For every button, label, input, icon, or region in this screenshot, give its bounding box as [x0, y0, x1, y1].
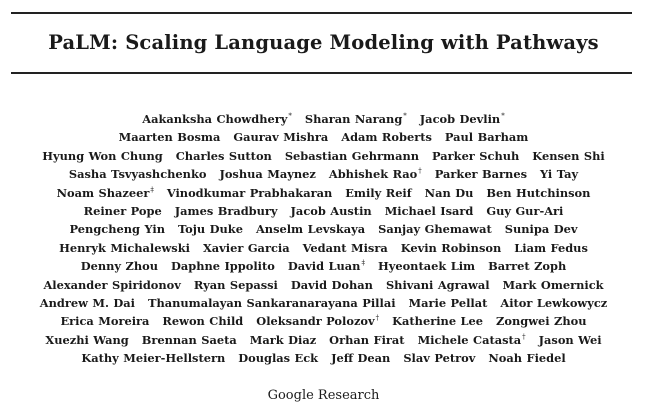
author-name	[488, 257, 566, 275]
author-name	[167, 184, 332, 202]
author-name	[60, 312, 149, 330]
author-name	[203, 239, 290, 257]
author-name	[171, 257, 275, 275]
author-name-text: Yi Tay	[539, 167, 579, 182]
author-name	[250, 331, 316, 349]
author-name-text: Mark Omernick	[502, 277, 604, 292]
author-name-text: Sasha Tsvyashchenko	[68, 167, 207, 182]
author-name-text: Sebastian Gehrmann	[284, 148, 420, 163]
author-name	[540, 165, 578, 183]
author-line	[0, 202, 647, 220]
author-footnote-mark: ‡	[361, 259, 365, 268]
author-name	[59, 239, 190, 257]
author-name	[305, 110, 407, 128]
author-name	[401, 239, 502, 257]
author-name	[81, 349, 225, 367]
author-name-text: Adam Roberts	[341, 130, 432, 145]
author-name-text: Denny Zhou	[80, 259, 158, 274]
author-name-text: Michael Isard	[384, 203, 474, 218]
author-name-text: Katherine Lee	[392, 314, 484, 329]
author-name-text: Jacob Austin	[290, 203, 372, 218]
author-name	[84, 202, 162, 220]
author-name-text: Sanjay Ghemawat	[378, 222, 492, 237]
author-name	[392, 312, 483, 330]
author-name-text: Vedant Misra	[302, 240, 388, 255]
author-name	[385, 202, 474, 220]
author-name	[256, 312, 379, 330]
author-footnote-mark: †	[375, 314, 380, 323]
author-name	[329, 165, 422, 183]
author-name-text: Jeff Dean	[331, 351, 391, 366]
author-name	[378, 257, 475, 275]
author-name-text: Ben Hutchinson	[486, 185, 591, 200]
author-name	[303, 239, 388, 257]
author-name-text: Zongwei Zhou	[496, 314, 587, 329]
author-footnote-mark: †	[522, 332, 526, 341]
author-name-text: Anselm Levskaya	[255, 222, 366, 237]
author-name-text: Aitor Lewkowycz	[500, 295, 608, 310]
author-name-text: Emily Reif	[345, 185, 412, 200]
author-footnote-mark: *	[288, 112, 292, 120]
author-name	[238, 349, 318, 367]
author-name-text: Parker Schuh	[432, 148, 520, 163]
author-name	[420, 110, 505, 128]
author-name-text: Hyeontaek Lim	[377, 259, 476, 274]
author-name-text: Toju Duke	[178, 222, 243, 237]
author-name	[432, 147, 519, 165]
author-name-text: Liam Fedus	[514, 240, 588, 255]
author-name	[81, 257, 158, 275]
author-name-text: Daphne Ippolito	[170, 259, 275, 274]
author-name-text: Slav Petrov	[403, 351, 476, 366]
author-name	[539, 331, 602, 349]
author-name	[233, 128, 328, 146]
author-name-text: Brennan Saeta	[141, 332, 237, 347]
author-footnote-mark: *	[403, 112, 407, 120]
author-name-text: Hyung Won Chung	[42, 148, 163, 163]
author-name-text: Charles Sutton	[175, 148, 272, 163]
author-name-text: Gaurav Mishra	[233, 130, 329, 145]
author-name-text: Aakanksha Chowdhery	[142, 112, 288, 126]
author-line	[0, 349, 647, 367]
author-name	[425, 184, 474, 202]
author-line	[0, 239, 647, 257]
author-list	[0, 110, 647, 367]
author-name	[142, 331, 237, 349]
author-name	[503, 276, 604, 294]
author-name	[486, 184, 590, 202]
author-name	[409, 294, 488, 312]
affiliation: Google Research	[267, 388, 380, 403]
author-name-text: Sharan Narang	[304, 112, 403, 126]
author-name-text: Jacob Devlin	[419, 112, 501, 126]
author-footnote-mark: †	[418, 167, 422, 176]
author-line	[0, 110, 647, 128]
author-name-text: Kensen Shi	[532, 148, 605, 163]
author-name-text: Guy Gur-Ari	[486, 203, 564, 218]
author-name	[178, 220, 243, 238]
author-name	[69, 165, 207, 183]
author-name	[175, 202, 278, 220]
author-name-text: Paul Barham	[444, 130, 529, 145]
author-name	[162, 312, 243, 330]
author-name-text: Orhan Firat	[329, 332, 405, 347]
author-name-text: Erica Moreira	[60, 314, 150, 329]
author-name	[435, 165, 527, 183]
author-line	[0, 312, 647, 330]
author-name-text: Parker Barnes	[434, 167, 527, 182]
author-line	[0, 331, 647, 349]
author-name	[331, 349, 390, 367]
author-name-text: Sunipa Dev	[504, 222, 578, 237]
author-name-text: Barret Zoph	[488, 259, 567, 274]
author-name-text: Noah Fiedel	[488, 351, 566, 366]
author-name-text: Rewon Child	[162, 314, 244, 329]
author-name-text: Xavier Garcia	[202, 240, 290, 255]
author-name	[386, 276, 490, 294]
author-name	[194, 276, 278, 294]
author-name	[70, 220, 165, 238]
author-line	[0, 220, 647, 238]
author-name	[445, 128, 528, 146]
author-name	[45, 331, 128, 349]
author-name-text: Vinodkumar Prabhakaran	[166, 185, 333, 200]
author-line	[0, 184, 647, 202]
author-name	[176, 147, 272, 165]
author-name	[500, 294, 607, 312]
author-name	[378, 220, 492, 238]
author-line	[0, 128, 647, 146]
author-name	[329, 331, 404, 349]
author-name	[42, 147, 162, 165]
author-name	[505, 220, 578, 238]
author-name-text: Douglas Eck	[238, 351, 319, 366]
author-line	[0, 276, 647, 294]
author-name-text: David Dohan	[290, 277, 373, 292]
paper-title: PaLM: Scaling Language Modeling with Pathways	[48, 31, 599, 54]
author-name-text: Oleksandr Polozov	[256, 314, 375, 329]
author-name-text: Jason Wei	[538, 332, 602, 347]
author-name-text: Kevin Robinson	[400, 240, 502, 255]
author-name-text: Xuezhi Wang	[45, 332, 129, 347]
author-name-text: Andrew M. Dai	[39, 295, 135, 310]
author-name-text: Marie Pellat	[408, 295, 488, 310]
author-name	[514, 239, 588, 257]
author-name	[418, 331, 526, 349]
author-line	[0, 165, 647, 183]
author-name	[403, 349, 475, 367]
author-name-text: Mark Diaz	[249, 332, 317, 347]
author-footnote-mark: ‡	[150, 185, 154, 194]
bottom-rule	[11, 72, 632, 74]
author-name	[219, 165, 315, 183]
author-footnote-mark: *	[501, 112, 505, 120]
author-name	[142, 110, 292, 128]
author-name	[148, 294, 396, 312]
author-name-text: Thanumalayan Sankaranarayana Pillai	[147, 295, 396, 310]
author-name	[57, 184, 154, 202]
author-name-text: Pengcheng Yin	[69, 222, 166, 237]
author-name-text: Alexander Spiridonov	[43, 277, 181, 292]
author-name	[285, 147, 419, 165]
author-line	[0, 257, 647, 275]
author-name	[40, 294, 135, 312]
author-line	[0, 294, 647, 312]
top-rule	[11, 12, 632, 14]
author-line	[0, 147, 647, 165]
author-name-text: Henryk Michalewski	[59, 240, 190, 255]
author-name	[288, 257, 365, 275]
author-name	[119, 128, 221, 146]
author-name	[256, 220, 365, 238]
author-name-text: Reiner Pope	[83, 203, 162, 218]
author-name	[496, 312, 586, 330]
author-name	[291, 276, 373, 294]
author-name-text: Michele Catasta	[417, 332, 522, 347]
author-name	[486, 202, 563, 220]
author-name-text: James Bradbury	[174, 203, 278, 218]
author-name-text: Joshua Maynez	[219, 167, 316, 182]
author-name	[341, 128, 432, 146]
author-name-text: Shivani Agrawal	[385, 277, 490, 292]
author-name-text: Maarten Bosma	[118, 130, 221, 145]
author-name	[291, 202, 372, 220]
author-name-text: David Luan	[287, 259, 361, 274]
author-name	[43, 276, 180, 294]
author-name-text: Noam Shazeer	[56, 185, 150, 200]
author-name	[345, 184, 411, 202]
author-name	[488, 349, 565, 367]
author-name-text: Nan Du	[424, 185, 474, 200]
author-name-text: Abhishek Rao	[328, 167, 418, 182]
author-name-text: Ryan Sepassi	[193, 277, 278, 292]
author-name-text: Kathy Meier-Hellstern	[81, 351, 226, 366]
author-name	[532, 147, 604, 165]
